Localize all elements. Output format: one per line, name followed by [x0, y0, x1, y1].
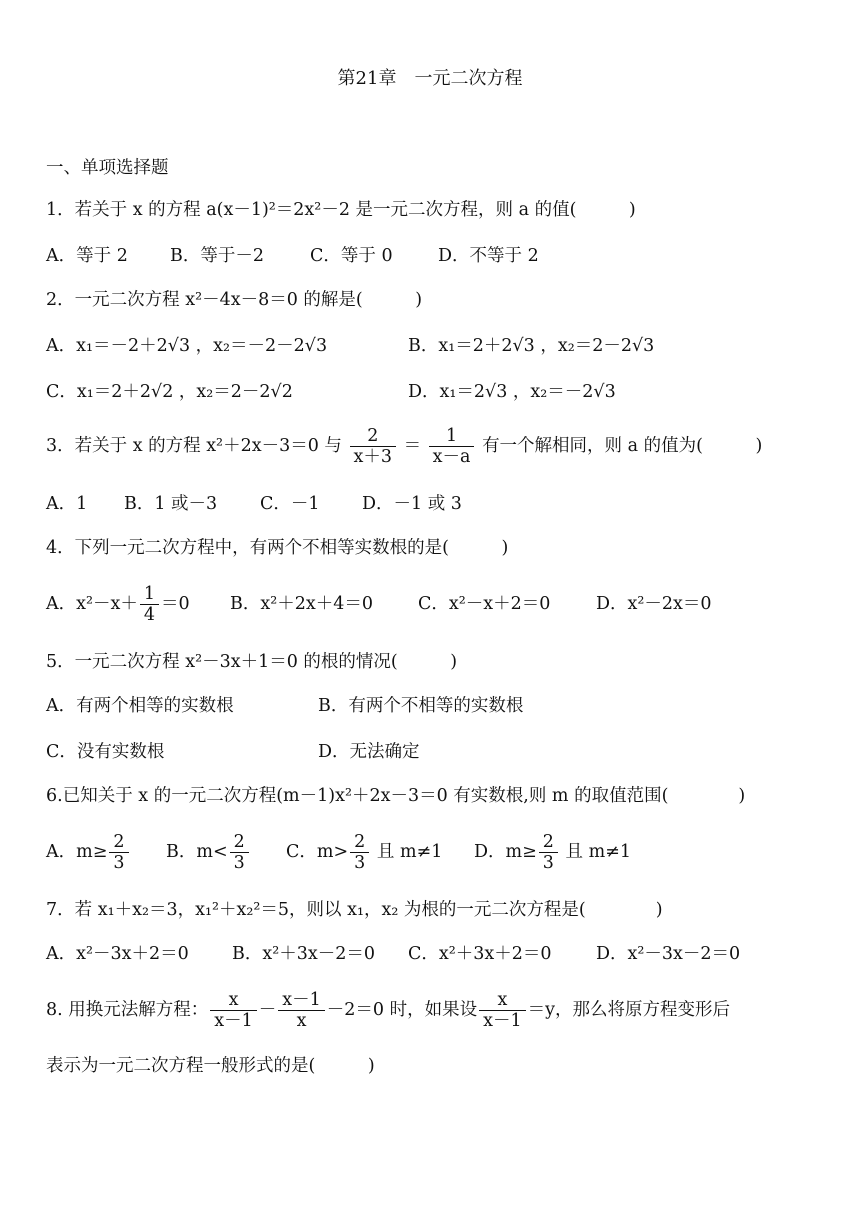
question-8: 8. 用换元法解方程： $\frac{x}{x-1}$ － $\frac{x-1}{x}$ －2＝0 时，如果设 $\frac{x}{x-1}$ ＝y，那么将原方程变形后 [46, 989, 731, 1031]
question-7: 7．若 x₁＋x₂＝3，x₁²＋x₂²＝5，则以 x₁，x₂ 为根的一元二次方程是( ) [46, 900, 663, 920]
q5-option-a: A．有两个相等的实数根 [46, 696, 234, 716]
question-4: 4．下列一元二次方程中，有两个不相等实数根的是( ) [46, 538, 509, 558]
question-2: 2．一元二次方程 x²－4x－8＝0 的解是( ) [46, 290, 423, 310]
q6-option-a: A．m≥ $\frac{2}{3}$ [46, 828, 131, 876]
page-title: 第21章 一元二次方程 [337, 68, 523, 89]
question-1: 1．若关于 x 的方程 a(x－1)²＝2x²－2 是一元二次方程，则 a 的值( ) [46, 200, 636, 220]
q4-option-a: A．x²－x＋ $\frac{1}{4}$ ＝0 [46, 583, 190, 625]
q1-option-b: B．等于－2 [170, 246, 264, 266]
q7-option-b: B．x²＋3x－2＝0 [232, 944, 376, 964]
q1-option-a: A．等于 2 [46, 246, 128, 266]
question-5: 5．一元二次方程 x²－3x＋1＝0 的根的情况( ) [46, 652, 458, 672]
q3-prefix: 3．若关于 x 的方程 x²＋2x－3＝0 与 [46, 436, 342, 456]
q7-option-a: A．x²－3x＋2＝0 [46, 944, 189, 964]
q3-option-a: A．1 [46, 494, 88, 514]
q3-fraction-1: $\frac{2}{x+3}$ [350, 426, 397, 467]
q4-option-b: B．x²＋2x＋4＝0 [230, 594, 374, 614]
q6-option-b: B．m< $\frac{2}{3}$ [166, 828, 251, 876]
q7-option-c: C．x²＋3x＋2＝0 [408, 944, 552, 964]
q3-option-b: B．1 或－3 [124, 494, 218, 514]
q3-option-d: D．－1 或 3 [362, 494, 462, 514]
q3-suffix: 有一个解相同，则 a 的值为( ) [482, 436, 763, 456]
q2-option-b: B．x₁＝2＋2√3 ，x₂＝2－2√3 [408, 336, 655, 356]
q3-fraction-2: $\frac{1}{x-a}$ [429, 426, 475, 467]
q1-option-c: C．等于 0 [310, 246, 393, 266]
question-3 [46, 422, 762, 470]
section-heading: 一、单项选择题 [46, 158, 169, 178]
question-8-line2: 表示为一元二次方程一般形式的是( ) [46, 1056, 375, 1076]
q4-option-d: D．x²－2x＝0 [596, 594, 712, 614]
q2-option-a: A．x₁＝－2＋2√3 ，x₂＝－2－2√3 [46, 336, 328, 356]
q6-option-d: D．m≥ $\frac{2}{3}$ 且 m≠1 [474, 831, 631, 873]
q5-option-d: D．无法确定 [318, 742, 420, 762]
question-6: 6.已知关于 x 的一元二次方程(m－1)x²＋2x－3＝0 有实数根,则 m 的取值范围( ) [46, 786, 746, 806]
q2-option-c: C．x₁＝2＋2√2 ，x₂＝2－2√2 [46, 382, 293, 402]
q2-option-d: D．x₁＝2√3 ，x₂＝－2√3 [408, 382, 616, 402]
q1-option-d: D．不等于 2 [438, 246, 539, 266]
q7-option-d: D．x²－3x－2＝0 [596, 944, 741, 964]
q3-equals: ＝ [403, 436, 422, 456]
q6-option-c: C．m> $\frac{2}{3}$ 且 m≠1 [286, 831, 443, 873]
q5-option-c: C．没有实数根 [46, 742, 165, 762]
q4-option-c: C．x²－x＋2＝0 [418, 594, 551, 614]
q5-option-b: B．有两个不相等的实数根 [318, 696, 524, 716]
q3-option-c: C．－1 [260, 494, 320, 514]
